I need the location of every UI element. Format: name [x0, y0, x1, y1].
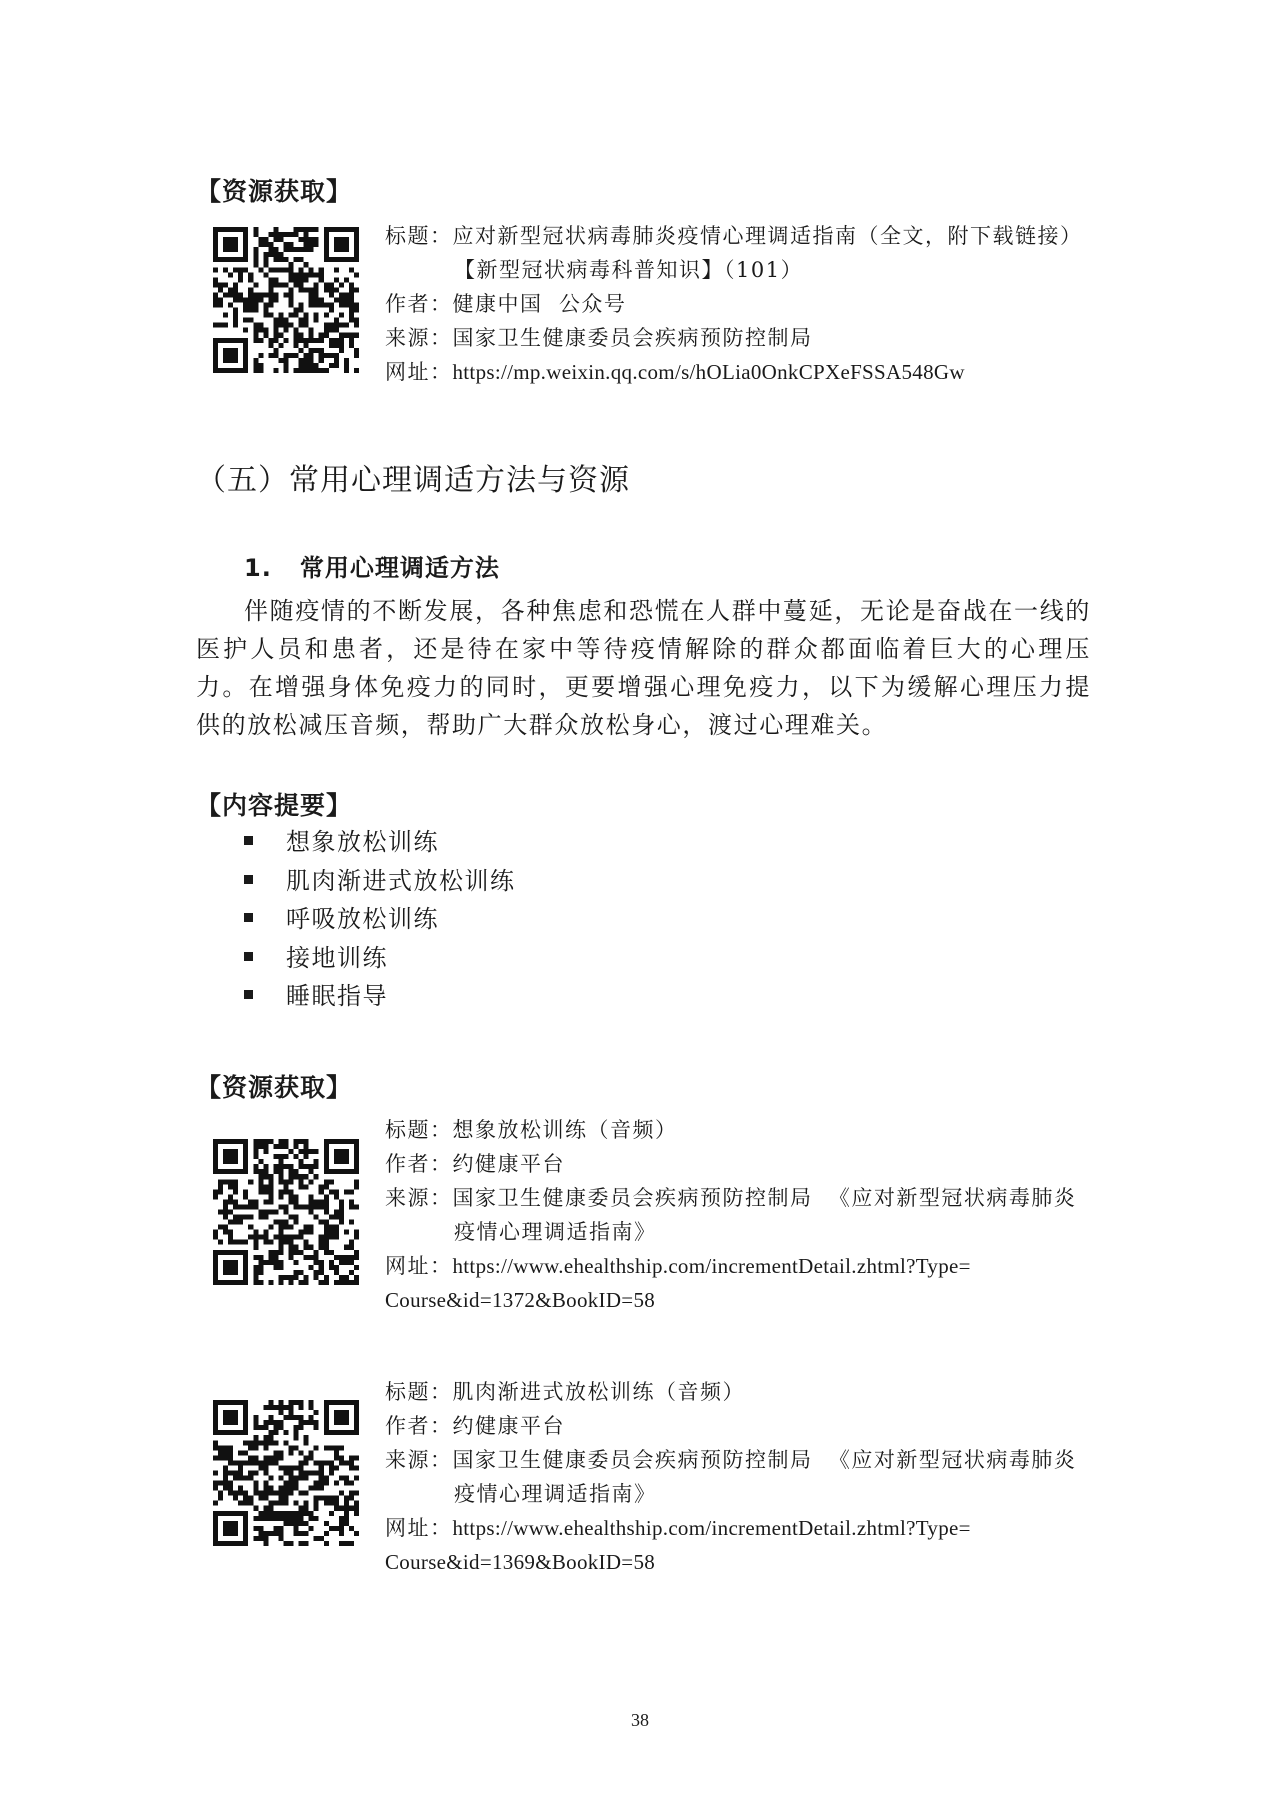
- url-row-continued: [385, 1283, 1076, 1317]
- resource-info-1: [385, 219, 1083, 389]
- list-item: [244, 823, 516, 862]
- source-row-continued: [385, 1477, 1076, 1511]
- title-row-continued: [385, 253, 1083, 287]
- subsection-title: 1. 常用心理调适方法: [244, 554, 500, 582]
- author-row: [385, 1147, 1076, 1181]
- author-row: [385, 1409, 1076, 1443]
- url-row: [385, 355, 1083, 389]
- resource-entry: [385, 1375, 1076, 1579]
- source-row: [385, 1181, 1076, 1215]
- qr-code-icon: [213, 1139, 359, 1285]
- bullet-icon: [244, 836, 253, 845]
- title-row: [385, 219, 1083, 253]
- title-label: 标题：: [385, 1380, 453, 1404]
- title-label: 标题：: [385, 1118, 453, 1142]
- title-row: [385, 1113, 1076, 1147]
- source-label: 来源：: [385, 326, 453, 350]
- list-item-label: 睡眠指导: [286, 982, 388, 1010]
- bullet-icon: [244, 875, 253, 884]
- content-summary-heading: 【内容提要】: [196, 791, 353, 820]
- qr-code-icon: [213, 1400, 359, 1546]
- list-item-label: 接地训练: [286, 943, 388, 972]
- resource-entry: [385, 1113, 1076, 1317]
- url-link-line2[interactable]: Course&id=1372&BookID=58: [385, 1288, 656, 1312]
- author-label: 作者：: [385, 1414, 453, 1438]
- qr-code-icon: [213, 227, 359, 373]
- title-value: 想象放松训练（音频）: [452, 1118, 678, 1142]
- source-row: [385, 1443, 1076, 1477]
- author-value: 健康中国 公众号: [452, 292, 627, 316]
- source-row: [385, 321, 1083, 355]
- intro-paragraph: [196, 592, 1091, 744]
- source-value: 国家卫生健康委员会疾病预防控制局: [452, 326, 813, 350]
- author-row: [385, 287, 1083, 321]
- source-row-continued: [385, 1215, 1076, 1249]
- title-value: 应对新型冠状病毒肺炎疫情心理调适指南（全文，附下载链接）: [452, 224, 1083, 248]
- list-item: [244, 977, 516, 1016]
- list-item-label: 肌肉渐进式放松训练: [286, 866, 516, 895]
- title-label: 标题：: [385, 224, 453, 248]
- source-label: 来源：: [385, 1186, 453, 1210]
- author-value: 约健康平台: [452, 1414, 565, 1438]
- resource-heading-2: 【资源获取】: [196, 1073, 353, 1102]
- source-label: 来源：: [385, 1448, 453, 1472]
- url-label: 网址：: [385, 360, 453, 384]
- url-link[interactable]: https://www.ehealthship.com/incrementDetail.zhtml?Type=: [452, 1516, 971, 1540]
- author-value: 约健康平台: [452, 1152, 565, 1176]
- url-link[interactable]: https://mp.weixin.qq.com/s/hOLia0OnkCPXeFSSA548Gw: [452, 360, 965, 384]
- source-value-line2: 疫情心理调适指南》: [454, 1220, 657, 1244]
- bullet-icon: [244, 913, 253, 922]
- title-row: [385, 1375, 1076, 1409]
- resource-heading-1: 【资源获取】: [196, 177, 353, 206]
- list-item: [244, 862, 516, 901]
- url-row: [385, 1511, 1076, 1545]
- source-value: 国家卫生健康委员会疾病预防控制局 《应对新型冠状病毒肺炎: [452, 1186, 1077, 1210]
- url-label: 网址：: [385, 1516, 453, 1540]
- bullet-icon: [244, 990, 253, 999]
- url-row: [385, 1249, 1076, 1283]
- url-link-line2[interactable]: Course&id=1369&BookID=58: [385, 1550, 656, 1574]
- author-label: 作者：: [385, 292, 453, 316]
- url-row-continued: [385, 1545, 1076, 1579]
- list-item-label: 想象放松训练: [286, 828, 439, 856]
- section-title: （五）常用心理调适方法与资源: [196, 463, 630, 498]
- title-value: 肌肉渐进式放松训练（音频）: [452, 1380, 745, 1404]
- page-number: 38: [631, 1710, 649, 1730]
- source-value-line2: 疫情心理调适指南》: [454, 1482, 657, 1506]
- url-label: 网址：: [385, 1254, 453, 1278]
- source-value: 国家卫生健康委员会疾病预防控制局 《应对新型冠状病毒肺炎: [452, 1448, 1077, 1472]
- paragraph-text: 伴随疫情的不断发展，各种焦虑和恐慌在人群中蔓延，无论是奋战在一线的医护人员和患者，还是待在家中等待疫情解除的群众都面临着巨大的心理压力。在增强身体免疫力的同时，更要增强心理免疫力，以下为缓解心理压力提供的放松减压音频，帮助广大群众放松身心，渡过心理难关。: [196, 597, 1091, 739]
- title-value-line2: 【新型冠状病毒科普知识】（101）: [454, 258, 804, 282]
- url-link[interactable]: https://www.ehealthship.com/incrementDetail.zhtml?Type=: [452, 1254, 971, 1278]
- list-item: [244, 939, 516, 978]
- bullet-icon: [244, 952, 253, 961]
- list-item: [244, 900, 516, 939]
- content-summary-list: [244, 823, 516, 1016]
- list-item-label: 呼吸放松训练: [286, 905, 439, 933]
- author-label: 作者：: [385, 1152, 453, 1176]
